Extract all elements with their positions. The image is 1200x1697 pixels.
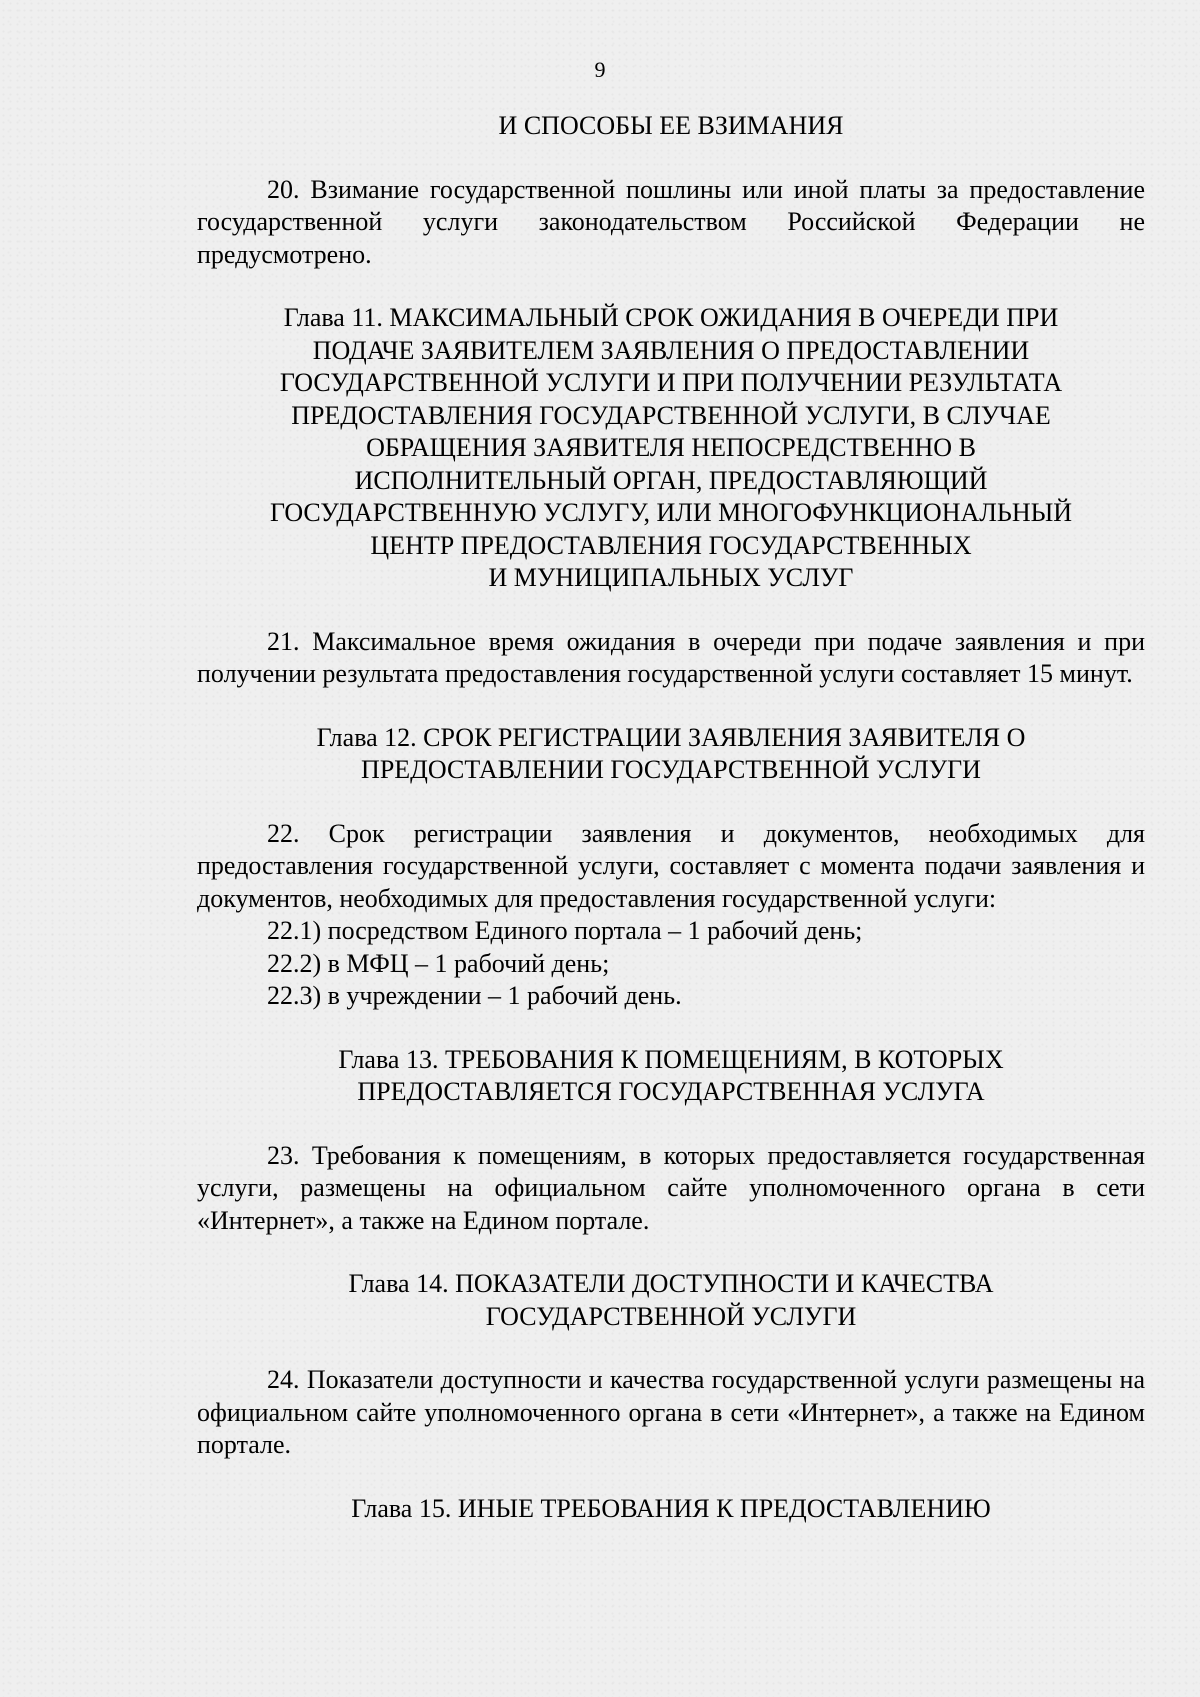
heading-line: ОБРАЩЕНИЯ ЗАЯВИТЕЛЯ НЕПОСРЕДСТВЕННО В [366,433,976,462]
heading-line: И СПОСОБЫ ЕЕ ВЗИМАНИЯ [498,111,844,140]
paragraph-24: 24. Показатели доступности и качества государственной услуги размещены на официальном сайте уполномоченного органа в сети «Интернет», а также на Едином портале. [197,1365,1145,1459]
page-content [197,110,1145,1525]
chapter-15-heading [197,1493,1145,1526]
list-item: 22.1) посредством Единого портала – 1 рабочий день; [267,916,863,945]
heading-line: Глава 15. ИНЫЕ ТРЕБОВАНИЯ К ПРЕДОСТАВЛЕНИЮ [351,1493,991,1523]
chapter-11-heading [197,302,1145,595]
chapter-13-heading [197,1044,1145,1109]
paragraph-20: 20. Взимание государственной пошлины или иной платы за предоставление государственной услуги законодательством Российской Федерации не предусмотрено. [197,174,1145,269]
paragraph-23: 23. Требования к помещениям, в которых предоставляется государственная услуги, размещены на официальном сайте уполномоченного органа в сети «Интернет», а также на Едином портале. [197,1140,1145,1235]
heading-line: ГОСУДАРСТВЕННУЮ УСЛУГУ, ИЛИ МНОГОФУНКЦИОНАЛЬНЫЙ [269,498,1073,527]
paragraph-22: 22. Срок регистрации заявления и документов, необходимых для предоставления государственной услуги, составляет с момента подачи заявления и документов, необходимых для предоставления государственной услуги: [197,818,1145,913]
chapter-14-heading [197,1268,1145,1333]
page-number: 9 [594,57,606,82]
heading-line: ИСПОЛНИТЕЛЬНЫЙ ОРГАН, ПРЕДОСТАВЛЯЮЩИЙ [354,465,988,495]
heading-line: И МУНИЦИПАЛЬНЫХ УСЛУГ [488,563,854,592]
heading-line: ЦЕНТР ПРЕДОСТАВЛЕНИЯ ГОСУДАРСТВЕННЫХ [370,530,972,560]
heading-line: ГОСУДАРСТВЕННОЙ УСЛУГИ [485,1301,857,1331]
paragraph-21: 21. Максимальное время ожидания в очереди при подаче заявления и при получении результата предоставления государственной услуги составляет 15 минут. [197,626,1145,688]
list-item: 22.2) в МФЦ – 1 рабочий день; [267,948,610,978]
section-heading-top [197,110,1145,143]
heading-line: ГОСУДАРСТВЕННОЙ УСЛУГИ И ПРИ ПОЛУЧЕНИИ РЕЗУЛЬТАТА [279,368,1063,397]
heading-line: Глава 11. МАКСИМАЛЬНЫЙ СРОК ОЖИДАНИЯ В ОЧЕРЕДИ ПРИ [283,303,1059,332]
heading-line: Глава 13. ТРЕБОВАНИЯ К ПОМЕЩЕНИЯМ, В КОТОРЫХ [338,1044,1004,1074]
list-item: 22.3) в учреждении – 1 рабочий день. [267,981,682,1010]
chapter-12-heading [197,722,1145,787]
heading-line: Глава 12. СРОК РЕГИСТРАЦИИ ЗАЯВЛЕНИЯ ЗАЯВИТЕЛЯ О [316,722,1026,752]
heading-line: ПРЕДОСТАВЛЯЕТСЯ ГОСУДАРСТВЕННАЯ УСЛУГА [357,1077,985,1106]
heading-line: ПОДАЧЕ ЗАЯВИТЕЛЕМ ЗАЯВЛЕНИЯ О ПРЕДОСТАВЛЕНИИ [312,335,1030,365]
heading-line: ПРЕДОСТАВЛЕНИИ ГОСУДАРСТВЕННОЙ УСЛУГИ [361,755,981,784]
heading-line: Глава 14. ПОКАЗАТЕЛИ ДОСТУПНОСТИ И КАЧЕСТВА [348,1269,994,1298]
heading-line: ПРЕДОСТАВЛЕНИЯ ГОСУДАРСТВЕННОЙ УСЛУГИ, В СЛУЧАЕ [291,400,1051,430]
